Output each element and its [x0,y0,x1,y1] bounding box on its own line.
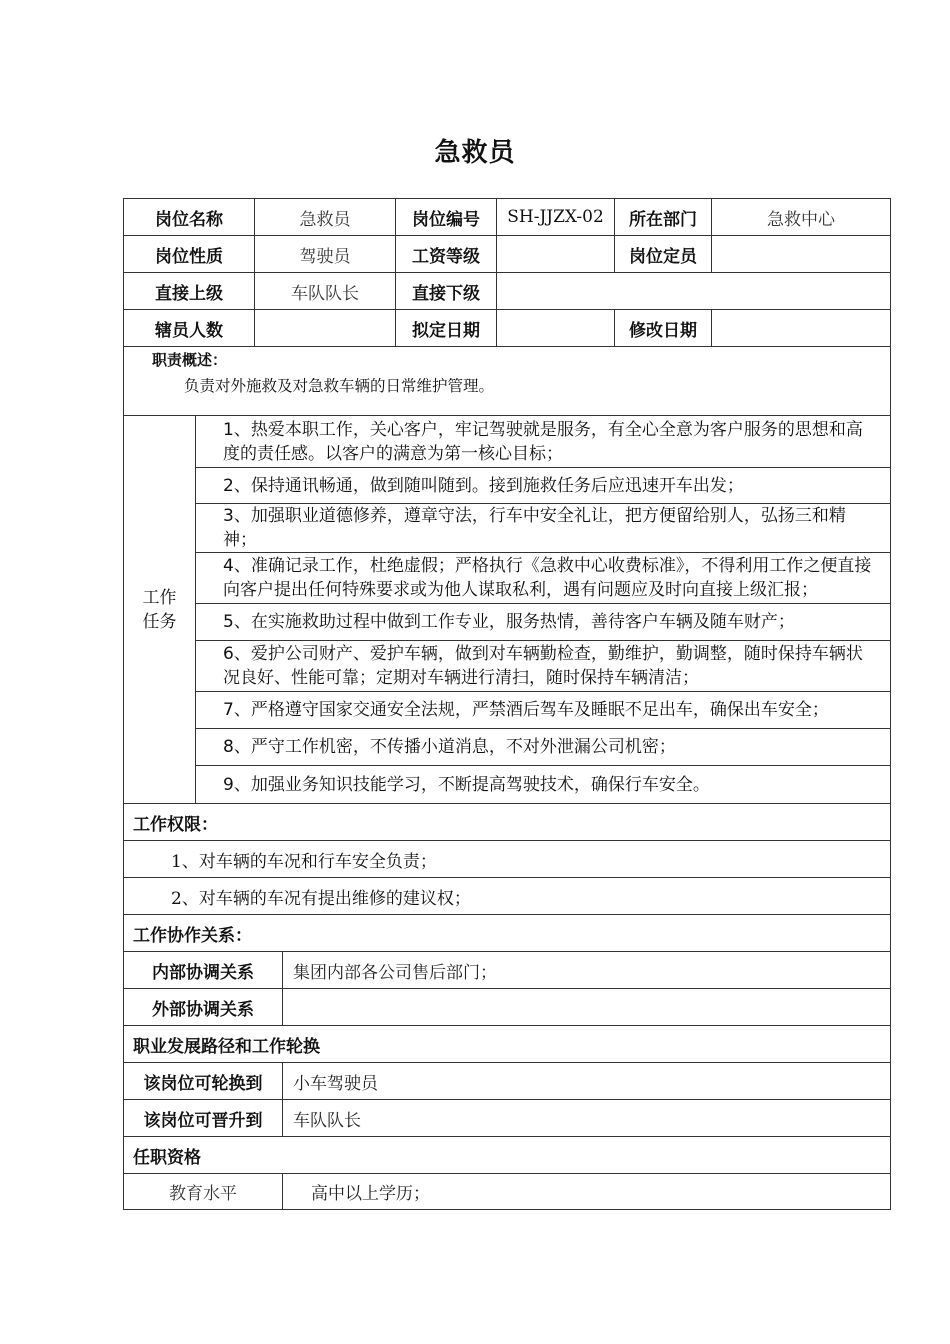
value-staff-count [255,310,396,347]
task-row [124,468,891,504]
internal-cooperation-label: 内部协调关系 [124,952,283,989]
external-cooperation-label: 外部协调关系 [124,989,283,1026]
authority-item: 2、对车辆的车况有提出维修的建议权； [124,878,891,915]
label-salary-grade: 工资等级 [396,236,497,273]
authority-item: 1、对车辆的车况和行车安全负责； [124,841,891,878]
education-value: 高中以上学历； [283,1174,891,1210]
qualification-label: 任职资格 [124,1137,891,1174]
value-position-type: 驾驶员 [255,236,396,273]
cooperation-label: 工作协作关系： [124,915,891,952]
label-position-name: 岗位名称 [124,199,255,236]
task-row [124,416,891,468]
rotation-value: 小车驾驶员 [283,1063,891,1100]
authority-label: 工作权限： [124,804,891,841]
task-row [124,692,891,729]
task-row [124,504,891,553]
cooperation-header-row [124,915,891,952]
value-revision-date [712,310,891,347]
external-cooperation-value [283,989,891,1026]
label-direct-subordinate: 直接下级 [396,273,497,310]
label-position-type: 岗位性质 [124,236,255,273]
value-headcount [712,236,891,273]
career-label: 职业发展路径和工作轮换 [124,1026,891,1063]
label-department: 所在部门 [615,199,712,236]
task-item: 2、保持通讯畅通，做到随叫随到。接到施救任务后应迅速开车出发； [196,468,891,504]
external-cooperation-row [124,989,891,1026]
task-row [124,766,891,804]
task-item: 5、在实施救助过程中做到工作专业，服务热情，善待客户车辆及随车财产； [196,604,891,641]
career-header-row [124,1026,891,1063]
task-item: 6、爱护公司财产、爱护车辆，做到对车辆勤检查，勤维护，勤调整，随时保持车辆状况良好、性能可靠；定期对车辆进行清扫，随时保持车辆清洁； [196,641,891,692]
task-item: 3、加强职业道德修养，遵章守法，行车中安全礼让，把方便留给别人，弘扬三和精神； [196,504,891,553]
task-item: 9、加强业务知识技能学习，不断提高驾驶技术，确保行车安全。 [196,766,891,804]
task-item: 7、严格遵守国家交通安全法规，严禁酒后驾车及睡眠不足出车，确保出车安全； [196,692,891,729]
task-row [124,729,891,766]
education-label: 教育水平 [124,1174,283,1210]
duty-summary-row [124,347,891,416]
header-row-1 [124,199,891,236]
label-staff-count: 辖员人数 [124,310,255,347]
duty-summary-text: 负责对外施救及对急救车辆的日常维护管理。 [184,377,495,395]
job-description-table [123,198,891,1210]
label-revision-date: 修改日期 [615,310,712,347]
value-direct-superior: 车队队长 [255,273,396,310]
label-draft-date: 拟定日期 [396,310,497,347]
promotion-value: 车队队长 [283,1100,891,1137]
duty-summary-label: 职责概述： [152,351,228,369]
tasks-side-label [124,416,196,804]
tasks-side-label-line-1: 工作 [142,587,177,608]
page-title: 急救员 [434,138,516,168]
education-row [124,1174,891,1210]
tasks-side-label-line-2: 任务 [142,611,177,632]
label-direct-superior: 直接上级 [124,273,255,310]
value-salary-grade [497,236,615,273]
internal-cooperation-row [124,952,891,989]
qualification-header-row [124,1137,891,1174]
header-row-2 [124,236,891,273]
label-position-code: 岗位编号 [396,199,497,236]
rotation-label: 该岗位可轮换到 [124,1063,283,1100]
promotion-row [124,1100,891,1137]
authority-header-row [124,804,891,841]
task-item: 4、准确记录工作，杜绝虚假；严格执行《急救中心收费标准》，不得利用工作之便直接向客户提出任何特殊要求或为他人谋取私利，遇有问题应及时向直接上级汇报； [196,553,891,604]
rotation-row [124,1063,891,1100]
label-headcount: 岗位定员 [615,236,712,273]
header-row-3 [124,273,891,310]
task-row [124,641,891,692]
task-item: 8、严守工作机密，不传播小道消息，不对外泄漏公司机密； [196,729,891,766]
value-department: 急救中心 [712,199,891,236]
value-position-code: SH-JJZX-02 [497,199,615,236]
value-draft-date [497,310,615,347]
duty-summary-cell [124,347,891,416]
value-position-name: 急救员 [255,199,396,236]
value-direct-subordinate [497,273,891,310]
header-row-4 [124,310,891,347]
internal-cooperation-value: 集团内部各公司售后部门； [283,952,891,989]
authority-row [124,841,891,878]
task-row [124,553,891,604]
task-item: 1、热爱本职工作，关心客户，牢记驾驶就是服务，有全心全意为客户服务的思想和高度的责任感。以客户的满意为第一核心目标； [196,416,891,468]
task-row [124,604,891,641]
promotion-label: 该岗位可晋升到 [124,1100,283,1137]
authority-row [124,878,891,915]
